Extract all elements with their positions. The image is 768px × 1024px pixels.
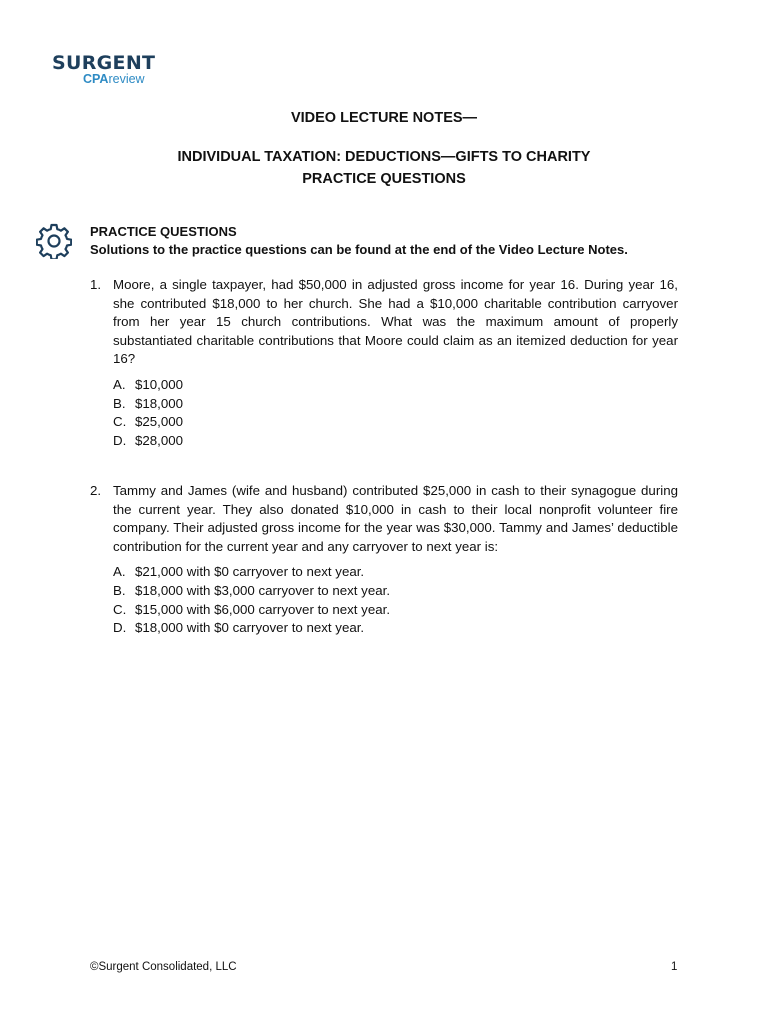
question-number: 2. xyxy=(90,483,102,498)
option-c xyxy=(113,413,678,432)
option-d xyxy=(113,619,678,638)
doc-title-line1: VIDEO LECTURE NOTES— xyxy=(290,110,478,126)
section-heading: PRACTICE QUESTIONS xyxy=(90,224,237,239)
practice-questions-heading xyxy=(90,223,628,259)
logo-sub-light: review xyxy=(108,72,145,86)
option-text: $25,000 xyxy=(135,414,184,430)
question-number: 1. xyxy=(90,277,102,292)
question-1 xyxy=(90,276,678,450)
option-text: $10,000 xyxy=(135,376,184,392)
gear-icon xyxy=(36,223,72,259)
option-text: $28,000 xyxy=(135,432,184,448)
question-2 xyxy=(90,482,678,638)
option-d xyxy=(113,432,678,451)
section-subheading: Solutions to the practice questions can be found at the end of the Video Lecture Notes. xyxy=(90,242,628,257)
question-text: Tammy and James (wife and husband) contributed $25,000 in cash to their synagogue during the current year. They also donated $10,000 in cash to their local nonprofit volunteer fire company. Their adjusted gross income for the year was $30,000. Tammy and James’ deductible contribution for the current year and any carryover to next year is: xyxy=(113,483,678,554)
logo-sub-bold: CPA xyxy=(83,72,109,86)
page-number: 1 xyxy=(671,961,678,973)
answer-options xyxy=(113,563,678,637)
option-letter: B. xyxy=(113,582,126,598)
answer-options xyxy=(113,376,678,450)
option-text: $18,000 with $0 carryover to next year. xyxy=(135,620,365,636)
doc-title-line3: PRACTICE QUESTIONS xyxy=(302,171,466,187)
option-letter: D. xyxy=(113,620,127,636)
footer-copyright: ©Surgent Consolidated, LLC xyxy=(90,961,237,973)
option-letter: A. xyxy=(113,564,126,580)
question-text: Moore, a single taxpayer, had $50,000 in adjusted gross income for year 16. During year 16, she contributed $18,000 to her church. She had a $10,000 charitable contribution carryover from her year 15 church contributions. What was the maximum amount of properly substantiated charitable contributions that Moore could claim as an itemized deduction for year 16? xyxy=(113,277,678,367)
option-letter: C. xyxy=(113,601,127,617)
surgent-logo xyxy=(52,53,155,86)
logo-brand: SURGENT xyxy=(52,52,156,74)
option-text: $18,000 xyxy=(135,395,184,411)
option-letter: A. xyxy=(113,376,126,392)
option-b xyxy=(113,582,678,601)
doc-title-line2: INDIVIDUAL TAXATION: DEDUCTIONS—GIFTS TO CHARITY xyxy=(177,149,591,165)
option-a xyxy=(113,563,678,582)
option-text: $18,000 with $3,000 carryover to next year. xyxy=(135,582,391,598)
option-letter: C. xyxy=(113,414,127,430)
option-letter: D. xyxy=(113,432,127,448)
option-a xyxy=(113,376,678,395)
option-text: $21,000 with $0 carryover to next year. xyxy=(135,564,365,580)
option-letter: B. xyxy=(113,395,126,411)
option-b xyxy=(113,395,678,414)
option-c xyxy=(113,601,678,620)
option-text: $15,000 with $6,000 carryover to next year. xyxy=(135,601,391,617)
logo-subtitle xyxy=(83,73,155,86)
